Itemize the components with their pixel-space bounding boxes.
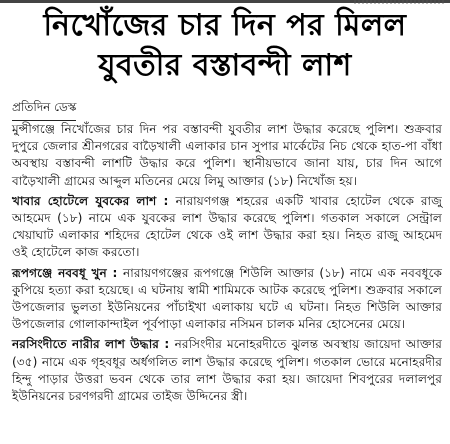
cropped-masthead-strip [354,0,444,4]
paragraph-1 [12,121,442,190]
paragraph-1-text: মুন্সীগঞ্জে নিখোঁজের চার দিন পর বস্তাবন্দী যুবতীর লাশ উদ্ধার করেছে পুলিশ। শুক্রবার দুপুরে জেলার শ্রীনগরের বাড়ৈখালী এলাকার চান সুপার মার্কেটের নিচ থেকে হাত-পা বাঁধা অবস্থায় বস্তাবন্দী লাশটি উদ্ধার করে পুলিশ। স্থানীয়ভাবে জানা যায়, চার দিন আগে বাড়ৈখালী গ্রামের আব্দুল মতিনের মেয়ে লিমু আক্তার (১৮) নিখোঁজ হয়। [12,122,442,188]
headline [0,6,450,86]
paragraph-2-text: নারায়ণগঞ্জ শহরের একটি খাবার হোটেল থেকে রাজু আহমেদ (১৮) নামে এক যুবকের লাশ উদ্ধার করেছে পুলিশ। গতকাল সকালে সেন্ট্রাল খেয়াঘাট এলাকার শহিদের হোটেল থেকে ওই লাশ উদ্ধার করা হয়। নিহত রাজু আহমেদ ওই হোটেলে কাজ করতো। [12,193,442,260]
paragraph-2-subhead: খাবার হোটেলে যুবকের লাশ : [12,193,176,208]
paragraph-3 [12,265,442,334]
paragraph-3-subhead: রূপগঞ্জে নববধূ খুন : [12,265,124,280]
article-body [12,121,442,408]
paragraph-2 [12,193,442,262]
headline-line-1: নিখোঁজের চার দিন পর মিলল [43,8,407,43]
paragraph-4-subhead: নরসিংদীতে নারীর লাশ উদ্ধার : [12,337,175,352]
paragraph-3-text: নারায়ণগঞ্জের রূপগঞ্জে শিউলি আক্তার (১৮) নামে এক নববধূকে কুপিয়ে হত্যা করা হয়েছে। এ ঘটনায় স্বামী শামিমকে আটক করেছে পুলিশ। শুক্রবার সকালে উপজেলার ভুলতা ইউনিয়নের পাঁচাইখা এলাকায় ঘটে এ ঘটনা। নিহত শিউলি আক্তার উপজেলার গোলাকান্দাইল পূর্বপাড়া এলাকার নসিমন চালক মনির হোসেনের মেয়ে। [12,265,443,332]
headline-line-2: যুবতীর বস্তাবন্দী লাশ [98,48,352,83]
paragraph-4 [12,336,442,405]
byline: প্রতিদিন ডেস্ক [12,99,76,121]
paragraph-4-text: নরসিংদীর মনোহরদীতে ঝুলন্ত অবস্থায় জায়েদা আক্তার (৩৫) নামে এক গৃহবধূর অর্ধগলিত লাশ উদ্ধার করেছে পুলিশ। গতকাল ভোরে মনোহরদীর হিন্দু পাড়ার উত্তরা ভবন থেকে তার লাশ উদ্ধার করা হয়। জায়েদা শিবপুরের দলালপুর ইউনিয়নের চরণগরদী গ্রামের তাইজ উদ্দিনের স্ত্রী। [12,337,442,404]
